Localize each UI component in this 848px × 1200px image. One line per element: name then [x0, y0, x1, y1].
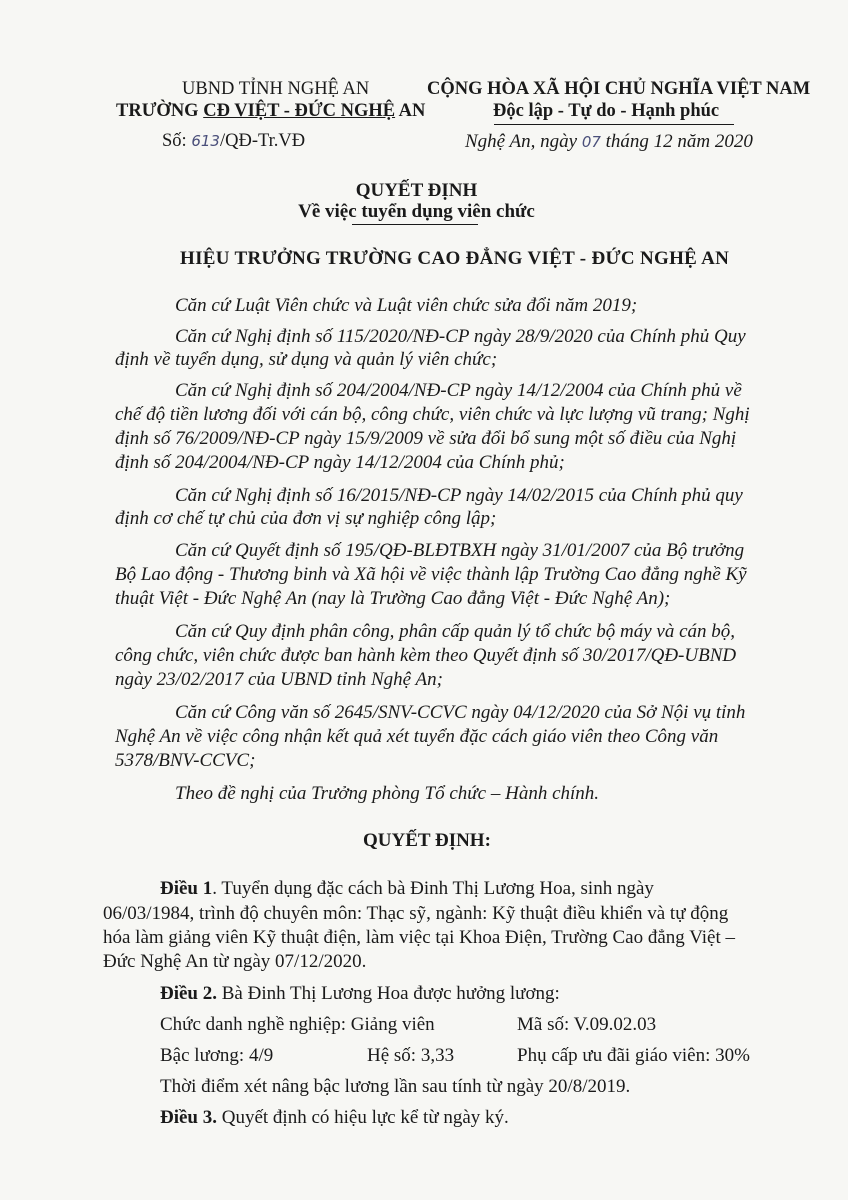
- org-name: [116, 101, 425, 122]
- article-1-line: Đức Nghệ An từ ngày 07/12/2020.: [103, 951, 367, 972]
- basis-line: Căn cứ Nghị định số 115/2020/NĐ-CP ngày 28/9/2020 của Chính phủ Quy: [175, 326, 746, 347]
- article-1-text: . Tuyển dụng đặc cách bà Đinh Thị Lương Hoa, sinh ngày: [212, 878, 654, 899]
- article-1-line: hóa làm giảng viên Kỹ thuật điện, làm việc tại Khoa Điện, Trường Cao đẳng Việt –: [103, 927, 736, 948]
- salary-coefficient: Hệ số: 3,33: [367, 1045, 455, 1066]
- basis-line: định cơ chế tự chủ của đơn vị sự nghiệp công lập;: [115, 508, 497, 529]
- org-name-suffix: AN: [395, 101, 426, 121]
- basis-line: định về tuyển dụng, sử dụng và quản lý viên chức;: [115, 349, 498, 370]
- decision-subject: Về việc tuyển dụng viên chức: [298, 201, 535, 222]
- article-3-text: Quyết định có hiệu lực kể từ ngày ký.: [221, 1107, 509, 1128]
- basis-line: Căn cứ Công văn số 2645/SNV-CCVC ngày 04/12/2020 của Sở Nội vụ tỉnh: [175, 702, 746, 723]
- doc-number-handwritten: 613: [191, 132, 220, 150]
- article-3-line: [160, 1107, 509, 1129]
- doc-number-prefix: Số:: [162, 131, 187, 151]
- article-2-text: Bà Đinh Thị Lương Hoa được hưởng lương:: [221, 983, 560, 1004]
- basis-line: Căn cứ Quyết định số 195/QĐ-BLĐTBXH ngày 31/01/2007 của Bộ trưởng: [175, 540, 745, 561]
- subject-underline: [352, 224, 478, 225]
- org-name-prefix: TRƯỜNG: [116, 101, 204, 121]
- issuing-authority: HIỆU TRƯỞNG TRƯỜNG CAO ĐẲNG VIỆT - ĐỨC NGHỆ AN: [180, 248, 730, 269]
- issue-date-day: 07: [581, 133, 601, 151]
- article-2-line: [160, 983, 560, 1005]
- doc-number: [162, 131, 305, 152]
- basis-line: định số 76/2009/NĐ-CP ngày 15/9/2009 về sửa đổi bổ sung một số điều của Nghị: [115, 428, 737, 449]
- teacher-allowance: Phụ cấp ưu đãi giáo viên: 30%: [517, 1045, 750, 1066]
- job-code: Mã số: V.09.02.03: [517, 1014, 657, 1035]
- salary-grade: Bậc lương: 4/9: [160, 1045, 274, 1066]
- article-1-line: [160, 878, 654, 900]
- basis-line: Căn cứ Quy định phân công, phân cấp quản lý tổ chức bộ máy và cán bộ,: [175, 621, 736, 642]
- article-3-label: Điều 3.: [160, 1107, 217, 1128]
- issue-date-suffix: tháng 12 năm 2020: [605, 131, 753, 152]
- basis-line: Căn cứ Nghị định số 16/2015/NĐ-CP ngày 14/02/2015 của Chính phủ quy: [175, 485, 743, 506]
- job-title: Chức danh nghề nghiệp: Giảng viên: [160, 1014, 435, 1035]
- basis-line: 5378/BNV-CCVC;: [115, 750, 256, 771]
- article-2-label: Điều 2.: [160, 983, 217, 1004]
- doc-number-suffix: /QĐ-Tr.VĐ: [219, 131, 306, 151]
- decision-heading: QUYẾT ĐỊNH:: [363, 830, 491, 851]
- decision-title: QUYẾT ĐỊNH: [355, 180, 478, 201]
- basis-line: thuật Việt - Đức Nghệ An (nay là Trường Cao đẳng Việt - Đức Nghệ An);: [115, 588, 671, 609]
- basis-line: Căn cứ Nghị định số 204/2004/NĐ-CP ngày 14/12/2004 của Chính phủ về: [175, 380, 742, 401]
- basis-line: Theo đề nghị của Trưởng phòng Tổ chức – Hành chính.: [175, 783, 600, 804]
- basis-line: Nghệ An về việc công nhận kết quả xét tuyển đặc cách giáo viên theo Công văn: [115, 726, 719, 747]
- basis-line: Bộ Lao động - Thương binh và Xã hội về việc thành lập Trường Cao đẳng nghề Kỹ: [115, 564, 747, 585]
- national-title: CỘNG HÒA XÃ HỘI CHỦ NGHĨA VIỆT NAM: [427, 79, 811, 99]
- basis-line: ngày 23/02/2017 của UBND tỉnh Nghệ An;: [115, 669, 443, 690]
- basis-line: Căn cứ Luật Viên chức và Luật viên chức sửa đổi năm 2019;: [175, 295, 638, 316]
- article-1-line: 06/03/1984, trình độ chuyên môn: Thạc sỹ, ngành: Kỹ thuật điều khiển và tự động: [103, 903, 729, 924]
- article-1-label: Điều 1: [160, 878, 213, 899]
- basis-line: chế độ tiền lương đối với cán bộ, công chức, viên chức và lực lượng vũ trang; Nghị: [115, 404, 750, 425]
- next-raise: Thời điểm xét nâng bậc lương lần sau tính từ ngày 20/8/2019.: [160, 1076, 631, 1097]
- issue-date-prefix: Nghệ An, ngày: [465, 131, 578, 152]
- basis-line: định số 204/2004/NĐ-CP ngày 14/12/2004 của Chính phủ;: [115, 452, 565, 473]
- org-parent: UBND TỈNH NGHỆ AN: [182, 79, 370, 99]
- basis-line: công chức, viên chức được ban hành kèm theo Quyết định số 30/2017/QĐ-UBND: [115, 645, 737, 666]
- org-name-underlined: CĐ VIỆT - ĐỨC NGHỆ: [203, 101, 396, 121]
- issue-date: [465, 131, 753, 153]
- national-motto: Độc lập - Tự do - Hạnh phúc: [493, 101, 720, 121]
- motto-underline: [494, 124, 734, 125]
